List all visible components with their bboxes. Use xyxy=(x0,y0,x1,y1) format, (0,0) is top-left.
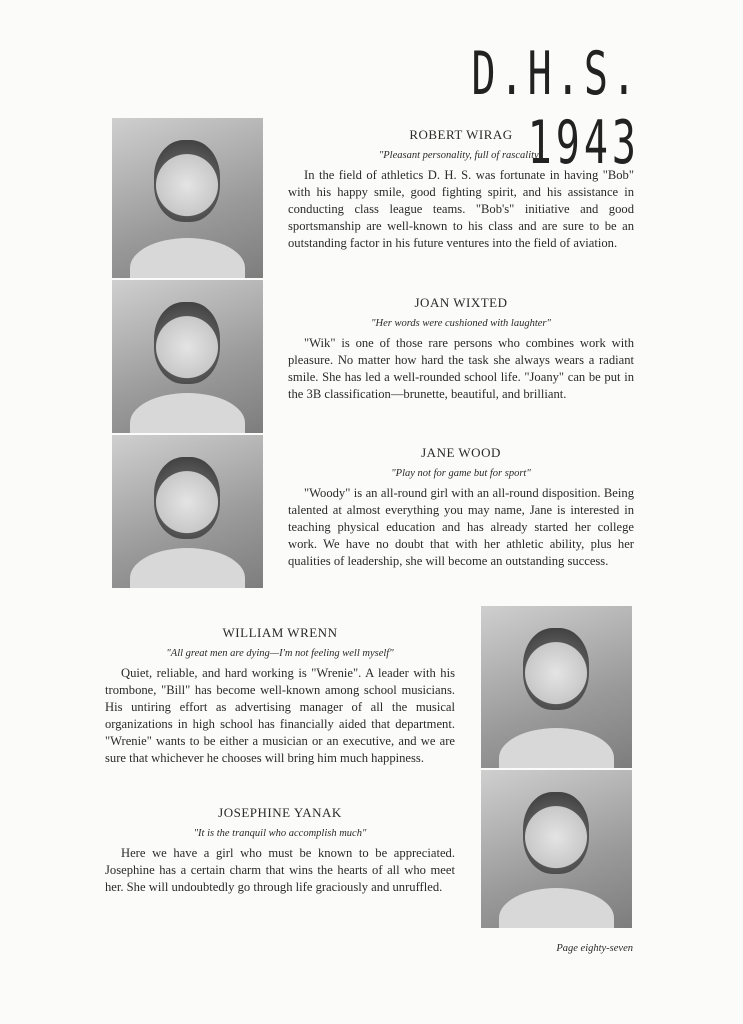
student-name: WILLIAM WRENN xyxy=(222,625,338,640)
entry-joan-wixted xyxy=(288,294,634,403)
student-bio: Quiet, reliable, and hard working is "Wrenie". A leader with his trombone, "Bill" has become well-known among school musicians. His untiring effort as advertising manager of all the musical organizations in high school has financially aided that department. "Wrenie" wants to be either a musician or an executive, and we are sure that whichever he chooses will bring him much happiness. xyxy=(105,666,455,765)
student-quote: "Pleasant personality, full of rascality" xyxy=(378,150,544,161)
student-quote: "It is the tranquil who accomplish much" xyxy=(193,828,367,839)
entry-josephine-yanak xyxy=(105,804,455,896)
student-name: JANE WOOD xyxy=(421,445,501,460)
student-bio: "Woody" is an all-round girl with an all-round disposition. Being talented at almost everything you may name, Jane is interested in teaching physical education and has already started her college work. We have no doubt that with her athletic ability, plus her qualities of leadership, she will become an outstanding success. xyxy=(288,486,634,568)
student-name: ROBERT WIRAG xyxy=(409,127,513,142)
portrait-robert-wirag xyxy=(112,118,263,278)
student-bio: "Wik" is one of those rare persons who combines work with pleasure. No matter how hard the task she always wears a radiant smile. She has led a well-rounded school life. "Joany" can be put in the 3B classification—brunette, beautiful, and brilliant. xyxy=(288,336,634,401)
entry-robert-wirag xyxy=(288,126,634,252)
student-name: JOAN WIXTED xyxy=(414,295,508,310)
portrait-josephine-yanak xyxy=(481,770,632,928)
page-number: Page eighty-seven xyxy=(556,943,633,954)
student-bio: Here we have a girl who must be known to be appreciated. Josephine has a certain charm that wins the hearts of all who meet her. She will undoubtedly go through life graciously and unruffled. xyxy=(105,846,455,894)
portrait-jane-wood xyxy=(112,435,263,588)
portrait-joan-wixted xyxy=(112,280,263,433)
student-quote: "Her words were cushioned with laughter" xyxy=(371,318,551,329)
student-quote: "All great men are dying—I'm not feeling well myself" xyxy=(166,648,394,659)
portrait-william-wrenn xyxy=(481,606,632,768)
page-header-title: D.H.S. 1943 xyxy=(471,40,640,178)
entry-william-wrenn xyxy=(105,624,455,767)
student-name: JOSEPHINE YANAK xyxy=(218,805,342,820)
student-quote: "Play not for game but for sport" xyxy=(391,468,531,479)
student-bio: In the field of athletics D. H. S. was fortunate in having "Bob" with his happy smile, good fighting spirit, and his assistance in conducting class league teams. "Bob's" initiative and good sportsmanship are well-known to his class and are sure to be an outstanding factor in his future ventures into the field of aviation. xyxy=(288,168,634,250)
entry-jane-wood xyxy=(288,444,634,570)
